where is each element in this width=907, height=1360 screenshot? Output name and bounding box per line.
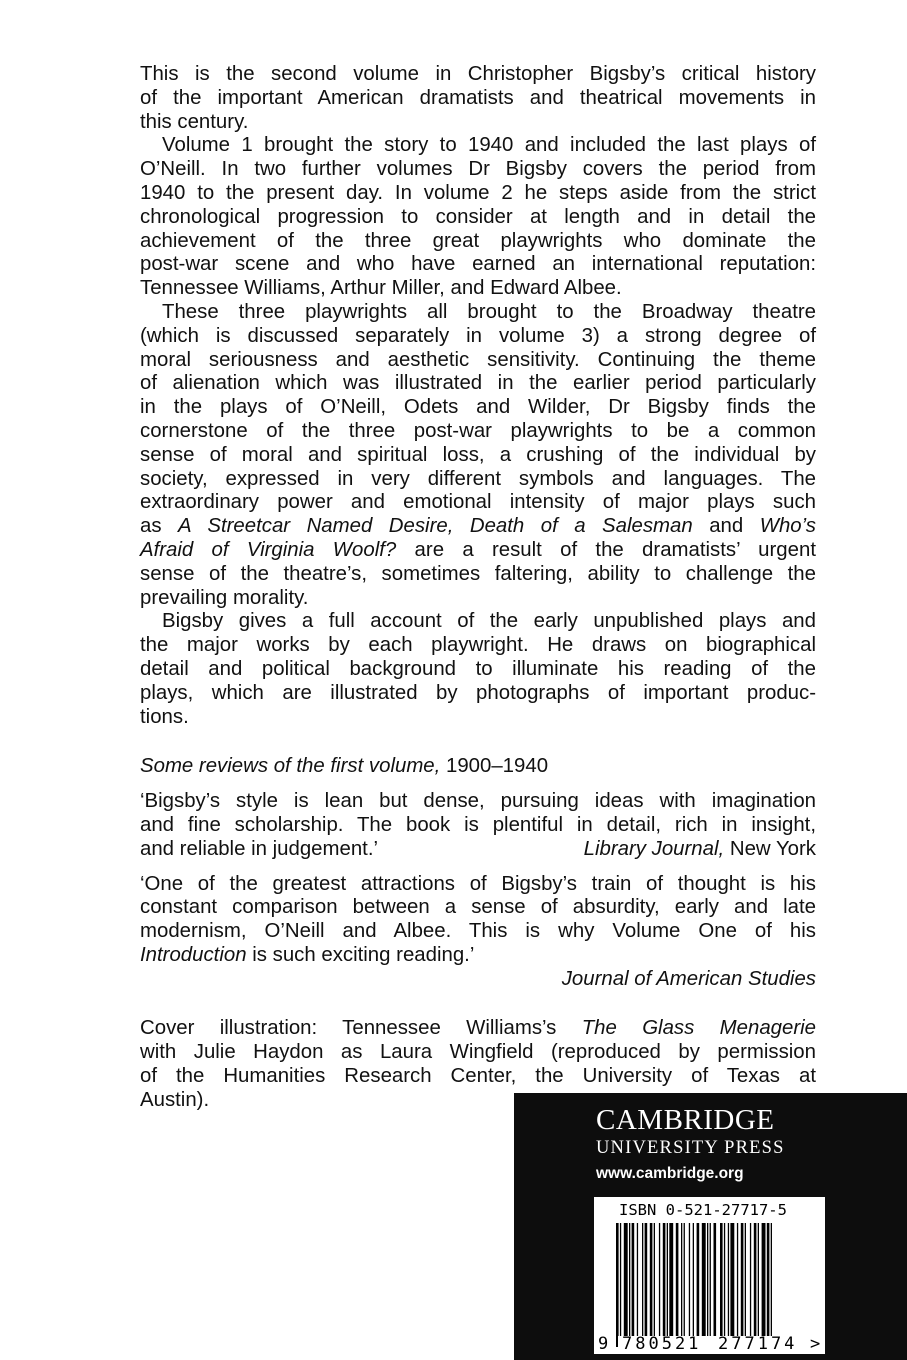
barcode-bar <box>767 1223 770 1347</box>
barcode-digits-right: 277174 <box>718 1334 798 1354</box>
barcode-bar <box>697 1223 700 1347</box>
barcode-digit-first: 9 <box>598 1334 609 1354</box>
publisher-subname: UNIVERSITY PRESS <box>596 1138 785 1158</box>
barcode-bar <box>681 1223 682 1336</box>
barcode-bar <box>745 1223 746 1336</box>
review-1 <box>140 790 816 861</box>
barcode-bar <box>741 1223 744 1336</box>
blurb-paragraph-4 <box>140 610 816 729</box>
text-line: post-war scene and who have earned an international reputation: <box>140 253 816 276</box>
barcode-marker: > <box>810 1334 821 1354</box>
text-line: and fine scholarship. The book is plentiful in detail, rich in insight, <box>140 813 816 836</box>
play-title: Who’s <box>759 515 816 538</box>
barcode-bar <box>714 1223 717 1336</box>
text-line: Austin). <box>140 1088 210 1111</box>
barcode-bar <box>730 1223 734 1336</box>
barcode-bar <box>710 1223 711 1336</box>
text-line: modernism, O’Neill and Albee. This is why Volume One of his <box>140 920 816 943</box>
text-line: moral seriousness and aesthetic sensitivity. Continuing the theme <box>140 348 816 371</box>
text-line: sense of the theatre’s, sometimes faltering, ability to challenge the <box>140 562 816 585</box>
text-line: extraordinary power and emotional intensity of major plays such <box>140 491 816 514</box>
barcode-bar <box>720 1223 723 1336</box>
barcode-bar <box>771 1223 772 1347</box>
text-line: Volume 1 brought the story to 1940 and included the last plays of <box>162 134 816 157</box>
play-title: The Glass Menagerie <box>581 1017 816 1040</box>
barcode-digits-left: 780521 <box>622 1334 702 1354</box>
text-line: This is the second volume in Christopher Bigsby’s critical history <box>140 63 816 85</box>
book-title: Introduction <box>140 943 247 966</box>
barcode-bar <box>707 1223 708 1336</box>
reviews-heading-years: 1900–1940 <box>440 755 549 778</box>
text-line: achievement of the three great playwrights who dominate the <box>140 229 816 252</box>
text-line: of alienation which was illustrated in the earlier period particularly <box>140 372 816 395</box>
barcode-bar <box>624 1223 628 1336</box>
text-line: of the important American dramatists and theatrical movements in <box>140 86 816 109</box>
barcode-bar <box>728 1223 729 1336</box>
text-fragment: and <box>692 515 760 538</box>
blurb-paragraph-2 <box>140 134 816 301</box>
text-line: in the plays of O’Neill, Odets and Wilder, Dr Bigsby finds the <box>140 396 816 419</box>
barcode-bar <box>737 1223 738 1336</box>
text-line: with Julie Haydon as Laura Wingfield (reproduced by permission <box>140 1041 816 1064</box>
barcode-bar <box>676 1223 679 1336</box>
barcode-bar <box>629 1223 630 1336</box>
barcode-bar <box>654 1223 655 1336</box>
barcode-bar <box>642 1223 643 1336</box>
text-line: this century. <box>140 110 249 133</box>
text-line: Bigsby gives a full account of the early unpublished plays and <box>162 610 816 633</box>
reviews-heading <box>140 755 816 779</box>
text-line: the major works by each playwright. He draws on biographical <box>140 634 816 657</box>
review-text: is such exciting reading.’ <box>246 943 475 966</box>
text-line: These three playwrights all brought to the Broadway theatre <box>162 300 816 323</box>
barcode-bar <box>724 1223 725 1336</box>
text-line: ‘Bigsby’s style is lean but dense, pursuing ideas with imagination <box>140 790 816 813</box>
text-fragment: Cover illustration: Tennessee Williams’s <box>140 1017 582 1040</box>
barcode-bar <box>693 1223 694 1347</box>
barcode-bar <box>667 1223 668 1336</box>
text-line: O’Neill. In two further volumes Dr Bigsby covers the period from <box>140 158 816 181</box>
barcode-bar <box>684 1223 685 1336</box>
barcode-bar <box>754 1223 757 1336</box>
text-line: sense of moral and spiritual loss, a crushing of the individual by <box>140 443 816 466</box>
text-line: constant comparison between a sense of absurdity, early and late <box>140 896 816 919</box>
isbn-text: ISBN 0-521-27717-5 <box>619 1201 787 1219</box>
review-source <box>140 968 816 992</box>
barcode <box>594 1197 825 1354</box>
barcode-panel <box>594 1197 825 1354</box>
text-line: Tennessee Williams, Arthur Miller, and Edward Albee. <box>140 277 622 300</box>
text-line <box>140 539 816 563</box>
source-place: New York <box>724 837 816 860</box>
blurb-paragraph-1 <box>140 63 816 134</box>
barcode-bar <box>702 1223 706 1336</box>
text-line: plays, which are illustrated by photographs of important produc- <box>140 681 816 704</box>
text-line: 1940 to the present day. In volume 2 he steps aside from the strict <box>140 181 816 204</box>
text-line: ‘One of the greatest attractions of Bigsby’s train of thought is his <box>140 872 816 895</box>
barcode-bar <box>659 1223 660 1336</box>
barcode-bar <box>689 1223 690 1336</box>
play-title: Afraid of Virginia Woolf? <box>140 538 397 561</box>
review-source <box>584 838 816 862</box>
review-text: and reliable in judgement.’ <box>140 837 379 860</box>
text-line <box>140 944 816 968</box>
text-line <box>140 838 816 862</box>
blurb-paragraph-3 <box>140 301 816 610</box>
barcode-bar <box>663 1223 666 1336</box>
publisher-box <box>514 1093 907 1360</box>
text-line: tions. <box>140 705 189 728</box>
barcode-bars <box>616 1223 772 1347</box>
text-line: detail and political background to illuminate his reading of the <box>140 657 816 680</box>
text-line: (which is discussed separately in volume 3) a strong degree of <box>140 324 816 347</box>
barcode-bar <box>762 1223 766 1336</box>
review-2 <box>140 873 816 992</box>
barcode-bar <box>637 1223 638 1336</box>
text-line: cornerstone of the three post-war playwrights to be a common <box>140 419 816 442</box>
barcode-bar <box>669 1223 673 1336</box>
source-italic: Journal of American Studies <box>561 967 816 990</box>
barcode-bar <box>620 1223 621 1347</box>
text-line: prevailing morality. <box>140 586 309 609</box>
barcode-bar <box>758 1223 759 1336</box>
text-line <box>140 515 816 539</box>
text-line <box>140 1017 816 1041</box>
text-line: society, expressed in very different symbols and languages. The <box>140 467 816 490</box>
source-italic: Library Journal, <box>583 837 725 860</box>
text-line: chronological progression to consider at length and in detail the <box>140 205 816 228</box>
publisher-url: www.cambridge.org <box>596 1165 744 1182</box>
barcode-bar <box>632 1223 635 1336</box>
barcode-bar <box>650 1223 653 1336</box>
barcode-bar <box>645 1223 648 1336</box>
play-title: A Streetcar Named Desire, Death of a Salesman <box>178 515 693 538</box>
reviews-heading-italic: Some reviews of the first volume, <box>140 755 441 778</box>
barcode-bar <box>750 1223 751 1336</box>
text-fragment: as <box>140 515 179 538</box>
text-fragment: are a result of the dramatists’ urgent <box>396 538 816 561</box>
barcode-bar <box>616 1223 619 1347</box>
text-line: of the Humanities Research Center, the University of Texas at <box>140 1065 816 1088</box>
back-cover-text <box>140 63 816 1113</box>
publisher-name: CAMBRIDGE <box>596 1104 775 1136</box>
